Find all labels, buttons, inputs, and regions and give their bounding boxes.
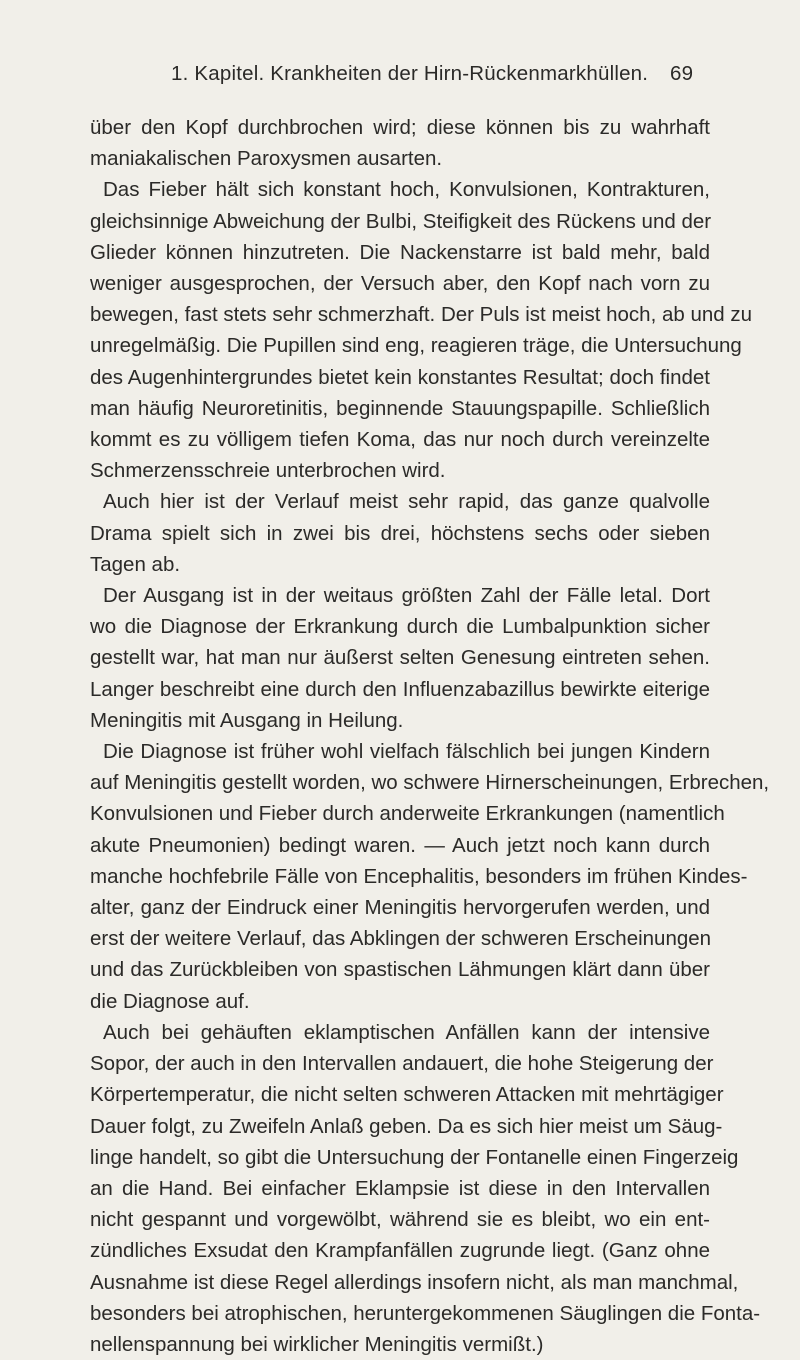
page-header	[0, 62, 800, 92]
text-line: akute Pneumonien) bedingt waren. — Auch jetzt noch kann durch	[90, 833, 710, 857]
body-text	[90, 112, 770, 1360]
text-line: die Diagnose auf.	[90, 989, 250, 1013]
text-line: bewegen, fast stets sehr schmerzhaft. Der Puls ist meist hoch, ab und zu	[90, 303, 753, 327]
text-line: nicht gespannt und vorgewölbt, während sie es bleibt, wo ein ent-	[90, 1208, 710, 1232]
text-line: Auch hier ist der Verlauf meist sehr rapid, das ganze qualvolle	[103, 490, 710, 514]
text-line: Ausnahme ist diese Regel allerdings insofern nicht, als man manchmal,	[90, 1270, 739, 1294]
text-line: Schmerzensschreie unterbrochen wird.	[90, 459, 446, 483]
text-line: Tagen ab.	[90, 552, 181, 576]
running-head: 1. Kapitel. Krankheiten der Hirn-Rückenmarkhüllen.	[171, 62, 649, 85]
text-line: Glieder können hinzutreten. Die Nackenstarre ist bald mehr, bald	[90, 240, 710, 264]
paragraph	[90, 736, 770, 1017]
text-line: unregelmäßig. Die Pupillen sind eng, reagieren träge, die Untersuchung	[90, 334, 742, 358]
text-line: und das Zurückbleiben von spastischen Lähmungen klärt dann über	[90, 958, 710, 982]
text-line: Langer beschreibt eine durch den Influenzabazillus bewirkte eiterige	[90, 677, 710, 701]
text-line: Körpertemperatur, die nicht selten schweren Attacken mit mehrtägiger	[90, 1083, 724, 1107]
page-number: 69	[670, 62, 694, 85]
text-line: zündliches Exsudat den Krampfanfällen zugrunde liegt. (Ganz ohne	[90, 1239, 710, 1263]
text-line: Dauer folgt, zu Zweifeln Anlaß geben. Da es sich hier meist um Säug-	[90, 1114, 723, 1138]
paragraph	[90, 580, 710, 736]
text-line: des Augenhintergrundes bietet kein konstantes Resultat; doch findet	[90, 365, 710, 389]
text-line: maniakalischen Paroxysmen ausarten.	[90, 147, 443, 171]
text-line: weniger ausgesprochen, der Versuch aber, den Kopf nach vorn zu	[90, 272, 710, 296]
text-line: Die Diagnose ist früher wohl vielfach fälschlich bei jungen Kindern	[103, 740, 710, 764]
text-line: auf Meningitis gestellt worden, wo schwere Hirnerscheinungen, Erbrechen,	[90, 771, 770, 795]
text-line: erst der weitere Verlauf, das Abklingen der schweren Erscheinungen	[90, 927, 712, 951]
text-line: besonders bei atrophischen, heruntergekommenen Säuglingen die Fonta-	[90, 1301, 761, 1325]
text-line: Drama spielt sich in zwei bis drei, höchstens sechs oder sieben	[90, 521, 710, 545]
text-line: Sopor, der auch in den Intervallen andauert, die hohe Steigerung der	[90, 1052, 714, 1076]
text-line: alter, ganz der Eindruck einer Meningitis hervorgerufen werden, und	[90, 896, 710, 920]
paragraph	[90, 486, 710, 580]
text-line: linge handelt, so gibt die Untersuchung der Fontanelle einen Fingerzeig	[90, 1145, 739, 1169]
text-line: Das Fieber hält sich konstant hoch, Konvulsionen, Kontrakturen,	[103, 178, 710, 202]
text-line: Der Ausgang ist in der weitaus größten Zahl der Fälle letal. Dort	[103, 584, 710, 608]
text-line: gestellt war, hat man nur äußerst selten Genesung eintreten sehen.	[90, 646, 710, 670]
paragraph	[90, 112, 710, 174]
text-line: Auch bei gehäuften eklamptischen Anfällen kann der intensive	[103, 1020, 710, 1044]
text-line: man häufig Neuroretinitis, beginnende Stauungspapille. Schließlich	[90, 396, 710, 420]
text-line: über den Kopf durchbrochen wird; diese können bis zu wahrhaft	[90, 116, 710, 139]
text-line: Konvulsionen und Fieber durch anderweite Erkrankungen (namentlich	[90, 802, 725, 826]
text-line: manche hochfebrile Fälle von Encephalitis, besonders im frühen Kindes-	[90, 864, 748, 888]
text-line: wo die Diagnose der Erkrankung durch die Lumbalpunktion sicher	[90, 615, 710, 639]
paragraph	[90, 1017, 761, 1360]
text-line: kommt es zu völligem tiefen Koma, das nur noch durch vereinzelte	[90, 428, 710, 452]
text-line: gleichsinnige Abweichung der Bulbi, Steifigkeit des Rückens und der	[90, 209, 712, 233]
text-line: nellenspannung bei wirklicher Meningitis vermißt.)	[90, 1332, 544, 1356]
text-line: an die Hand. Bei einfacher Eklampsie ist diese in den Intervallen	[90, 1176, 710, 1200]
paragraph	[90, 174, 753, 486]
text-line: Meningitis mit Ausgang in Heilung.	[90, 708, 404, 732]
